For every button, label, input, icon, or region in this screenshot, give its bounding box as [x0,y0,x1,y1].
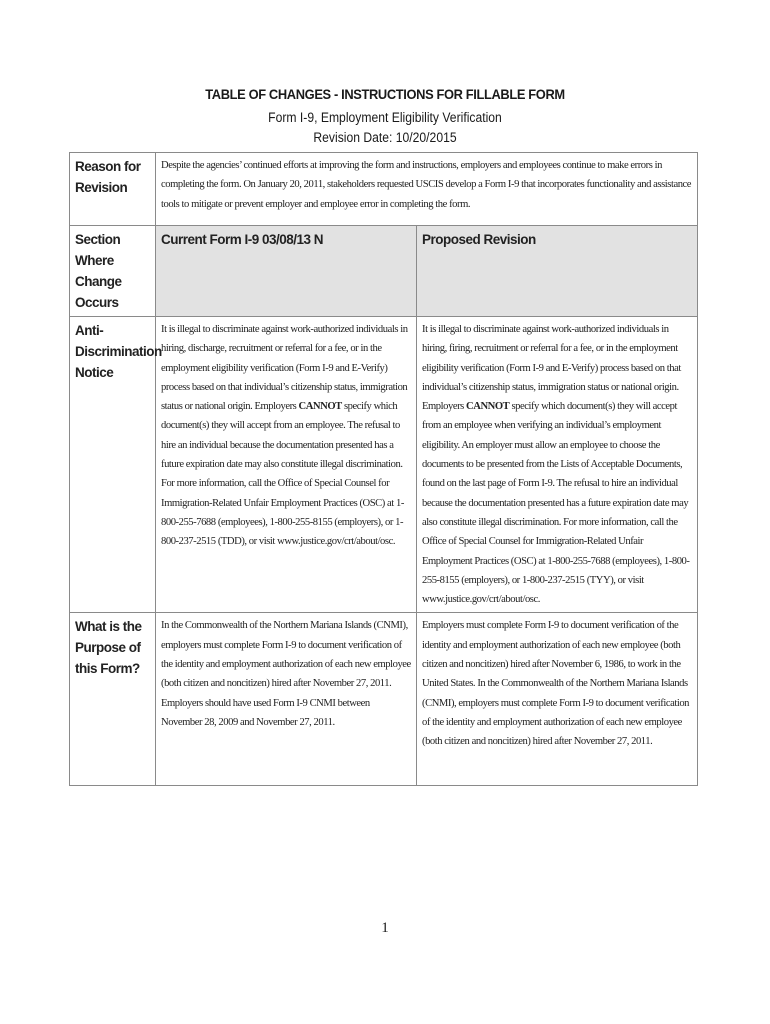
current-text-emphasis: CANNOT [298,401,342,413]
form-name: Form I-9, Employment Eligibility Verification [268,110,502,125]
current-text-cell: In the Commonwealth of the Northern Mariana Islands (CNMI), employers must complete Form I-9 to document verification of the identity and employment authorization of each new employee (both citizen and noncitizen) hired after November 27, 2011. Employers should have used Form I-9 CNMI between November 28, 2009 and November 27, 2011. [156,613,417,786]
revision-date: Revision Date: 10/20/2015 [313,130,457,145]
current-text-end: specify which document(s) they will accept from an employee. The refusal to hire an individual because the documentation presented has a future expiration date may also constitute illegal discrimination. For more information, call the Office of Special Counsel for Immigration-Related Unfair Employment Practices (OSC) at 1-800-255-7688 (employees), 1-800-255-8155 (employers), or 1-800-237-2515 (TDD), or visit www.justice.gov/crt/about/osc. [161,401,404,548]
proposed-text-cell: Employers must complete Form I-9 to document verification of the identity and employment authorization of each new employee (both citizen and noncitizen) hired after November 6, 1986, to work in the United States. In the Commonwealth of the Northern Mariana Islands (CNMI), employers must complete Form I-9 to document verification of the identity and employment authorization of each new employee (both citizen and noncitizen) hired after November 27, 2011. [417,613,698,786]
section-cell: What is the Purpose of this Form? [70,613,156,786]
document-header [0,86,770,148]
table-header-row [70,226,698,317]
table-row-reason [70,153,698,226]
changes-table [69,152,698,786]
proposed-text-cell [417,317,698,613]
page-number: 1 [381,920,389,936]
column-header-section: Section Where Change Occurs [70,226,156,317]
reason-label: Reason for Revision [70,153,156,226]
table-row [70,317,698,613]
column-header-proposed: Proposed Revision [417,226,698,317]
current-text-cell [156,317,417,613]
proposed-text-end: specify which document(s) they will accept from an employee when verifying an individual’s employment eligibility. An employer must allow an employee to choose the documents to be presented from the Lists of Acceptable Documents, found on the last page of Form I-9. The refusal to hire an individual because the documentation presented has a future expiration date may also constitute illegal discrimination. For more information, call the Office of Special Counsel for Immigration-Related Unfair Employment Practices (OSC) at 1-800-255-7688 (employees), 1-800-255-8155 (employers), or 1-800-237-2515 (TYY), or visit www.justice.gov/crt/about/osc. [422,401,690,606]
column-header-current: Current Form I-9 03/08/13 N [156,226,417,317]
section-cell: Anti-Discrimination Notice [70,317,156,613]
table-row [70,613,698,786]
current-text-start: It is illegal to discriminate against work-authorized individuals in hiring, discharge, recruitment or referral for a fee, or in the employment eligibility verification (Form I-9 and E-Verify) process based on that individual’s citizenship status, immigration status or national origin. Employers [161,324,408,413]
proposed-text-start: It is illegal to discriminate against work-authorized individuals in hiring, firing, recruitment or referral for a fee, or in the employment eligibility verification (Form I-9 and E-Verify) process based on that individual’s citizenship status, immigration status or national origin. Employers [422,324,681,413]
proposed-text-emphasis: CANNOT [466,401,510,413]
reason-text: Despite the agencies’ continued efforts at improving the form and instructions, employers and employees continue to make errors in completing the form. On January 20, 2011, stakeholders requested USCIS develop a Form I-9 that incorporates functionality and assistance tools to mitigate or prevent employer and employee error in completing the form. [156,153,698,226]
document-title: TABLE OF CHANGES - INSTRUCTIONS FOR FILLABLE FORM [205,86,565,102]
